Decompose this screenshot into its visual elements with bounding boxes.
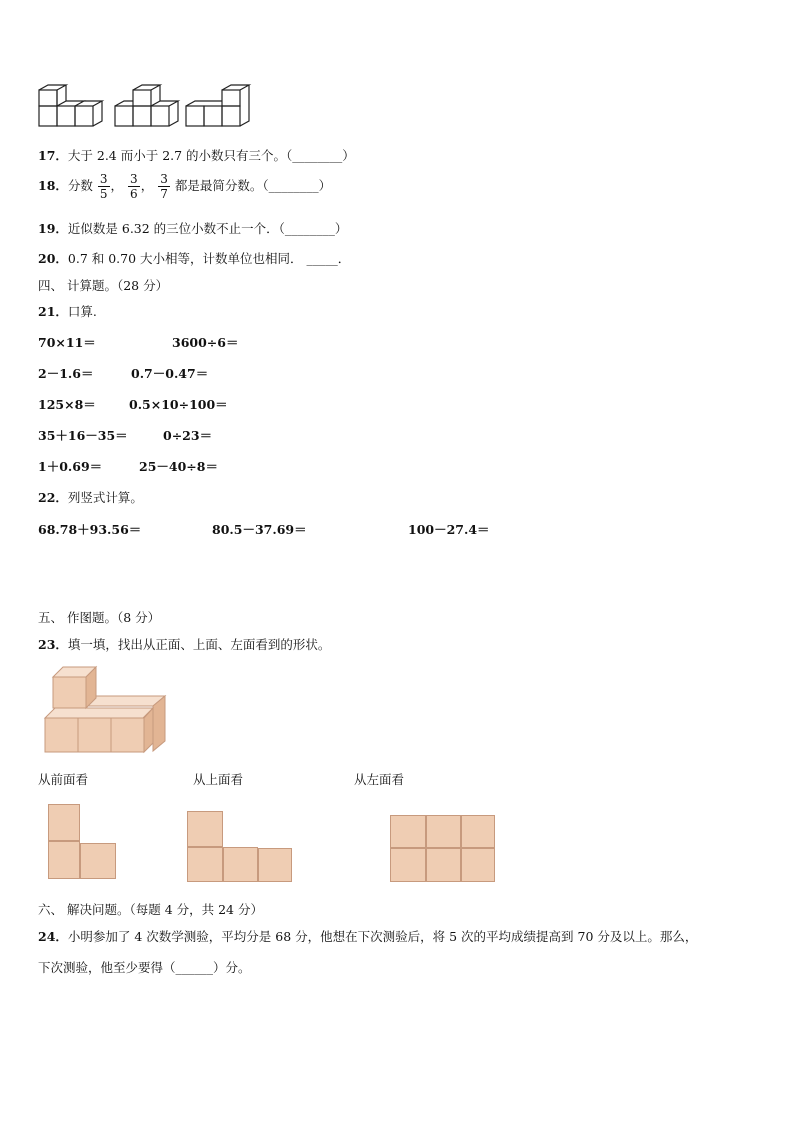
view-square	[390, 815, 426, 848]
calc-item: 125×8＝	[38, 397, 96, 412]
view-square	[223, 847, 258, 882]
stacked-cubes-figure	[43, 665, 173, 755]
calc-item: 0.7－0.47＝	[131, 366, 209, 381]
cube-figures-top	[36, 84, 256, 134]
question-18	[38, 172, 331, 201]
view-square	[426, 848, 461, 882]
view-square	[461, 848, 495, 882]
question-text: 0.7 和 0.70 大小相等，计数单位也相同． _____．	[67, 251, 351, 266]
fraction: $\frac{3}{5}$	[99, 172, 108, 201]
question-19	[38, 219, 347, 237]
question-number: 18．	[38, 178, 68, 193]
question-suffix: 都是最简分数。（________）	[174, 178, 332, 193]
question-prefix: 分数	[67, 178, 93, 193]
section-heading-6: 六、 解决问题。（每题 4 分，共 24 分）	[38, 902, 263, 917]
view-square	[426, 815, 461, 848]
question-20	[38, 249, 350, 267]
calc-item: 1＋0.69＝	[38, 459, 103, 474]
view-square	[48, 841, 80, 879]
section-heading-4: 四、 计算题。（28 分）	[38, 278, 169, 293]
view-square	[80, 843, 116, 879]
question-number: 17．	[38, 148, 68, 163]
view-label-top: 从上面看	[193, 772, 244, 787]
question-text: 大于 2.4 而小于 2.7 的小数只有三个。（________）	[67, 148, 355, 163]
question-text: 填一填，找出从正面、上面、左面看到的形状。	[67, 637, 331, 652]
question-text: 小明参加了 4 次数学测验，平均分是 68 分，他想在下次测验后，将 5 次的平均成绩提高到 70 分及以上。那么，	[67, 929, 698, 944]
separator: ，	[140, 178, 154, 193]
question-number: 21．	[38, 304, 68, 319]
question-number: 20．	[38, 251, 68, 266]
view-square	[48, 804, 80, 841]
calc-item: 70×11＝	[38, 335, 96, 350]
question-number: 24．	[38, 929, 68, 944]
calc-item: 25－40÷8＝	[139, 459, 218, 474]
view-square	[461, 815, 495, 848]
calc-item: 0÷23＝	[163, 428, 213, 443]
fraction: $\frac{3}{6}$	[130, 172, 138, 201]
question-number: 23．	[38, 637, 68, 652]
separator: ，	[110, 178, 124, 193]
view-square	[187, 847, 223, 882]
calc-item: 0.5×10÷100＝	[129, 397, 228, 412]
question-text: 列竖式计算。	[67, 490, 143, 505]
question-number: 22．	[38, 490, 68, 505]
view-square	[258, 848, 292, 882]
view-square	[187, 811, 223, 847]
vertical-calc-item: 80.5－37.69＝	[212, 522, 307, 537]
question-23	[38, 635, 330, 653]
calc-item: 2－1.6＝	[38, 366, 94, 381]
question-text: 近似数是 6.32 的三位小数不止一个．（________）	[67, 221, 348, 236]
calc-item: 3600÷6＝	[172, 335, 239, 350]
question-24-line2: 下次测验，他至少要得（______）分。	[38, 960, 251, 975]
view-square	[390, 848, 426, 882]
question-24	[38, 927, 697, 945]
calc-item: 35＋16－35＝	[38, 428, 128, 443]
question-number: 19．	[38, 221, 68, 236]
section-heading-5: 五、 作图题。（8 分）	[38, 610, 161, 625]
vertical-calc-item: 100－27.4＝	[408, 522, 490, 537]
view-label-left: 从左面看	[354, 772, 405, 787]
question-21-title	[38, 302, 97, 320]
fraction: $\frac{3}{7}$	[160, 172, 168, 201]
question-text: 口算.	[67, 304, 97, 319]
view-label-front: 从前面看	[38, 772, 89, 787]
question-22-title	[38, 488, 143, 506]
vertical-calc-item: 68.78＋93.56＝	[38, 522, 142, 537]
question-17	[38, 146, 355, 164]
